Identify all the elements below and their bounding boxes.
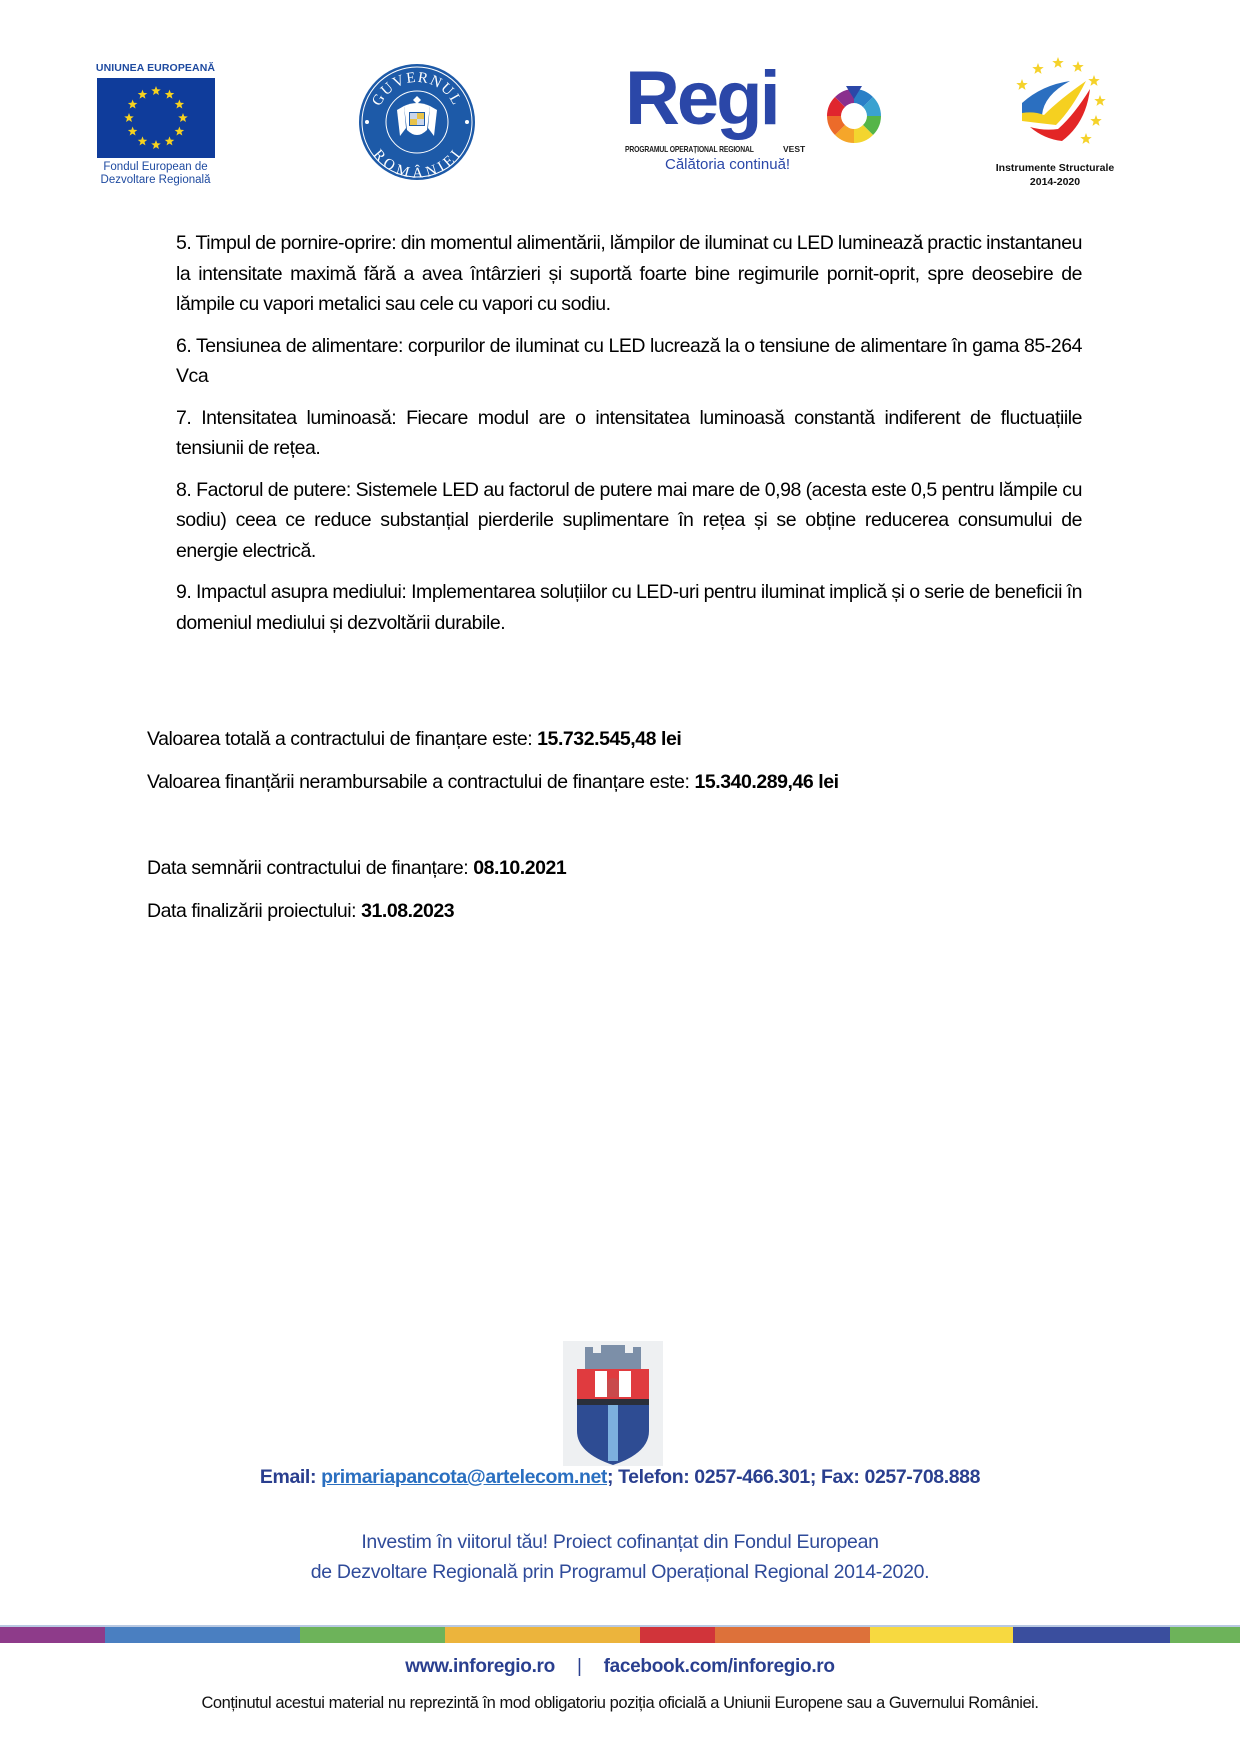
star-icon xyxy=(1072,61,1083,72)
band-segment xyxy=(445,1627,641,1643)
star-icon xyxy=(1052,57,1063,68)
star-icon xyxy=(124,113,134,122)
star-icon xyxy=(1094,95,1105,106)
eu-logo xyxy=(93,62,218,187)
benefit-paragraph-5: 5. Timpul de pornire-oprire: din momentul alimentării, lămpilor de iluminat cu LED luminează practic instantaneu la intensitate maximă fără a avea întârzieri și suportă foarte bine regimurile pornit-oprit, spre deosebire de lămpile cu vapori metalici sau cele cu vapori cu sodiu. xyxy=(176,232,1082,315)
cofinancing-statement xyxy=(0,1527,1240,1587)
regio-region-label: VEST xyxy=(783,144,806,154)
star-icon xyxy=(178,113,188,122)
star-icon xyxy=(1016,79,1027,90)
star-icon xyxy=(164,136,174,145)
band-segment xyxy=(0,1627,106,1643)
rainbow-band xyxy=(0,1625,1240,1643)
regio-wordmark: Regi xyxy=(625,56,778,141)
band-segment xyxy=(640,1627,716,1643)
band-top-line xyxy=(0,1625,1240,1627)
structural-instruments-emblem-icon xyxy=(1000,55,1110,160)
star-icon xyxy=(1032,63,1043,74)
gov-seal-bottom-text: ROMÂNIEI xyxy=(369,146,465,182)
email-label: Email: xyxy=(259,1466,322,1488)
structural-instruments-label-1: Instrumente Structurale xyxy=(995,162,1115,174)
website-link[interactable]: www.inforegio.ro xyxy=(405,1656,555,1677)
gov-seal-top-text: GUVERNUL xyxy=(369,69,465,109)
star-icon xyxy=(174,100,184,109)
signing-date-label: Data semnării contractului de finanțare: xyxy=(147,857,474,879)
structural-instruments-label-2: 2014-2020 xyxy=(1029,176,1081,188)
eu-logo-subtitle-2: Dezvoltare Regională xyxy=(100,174,211,186)
government-logo xyxy=(357,62,477,182)
star-icon xyxy=(127,100,137,109)
eu-logo-title: UNIUNEA EUROPEANĂ xyxy=(95,62,216,74)
eu-logo-subtitle-1: Fondul European de xyxy=(103,161,208,173)
star-icon xyxy=(1088,75,1099,86)
star-icon xyxy=(1080,133,1091,144)
star-icon xyxy=(1090,115,1101,126)
band-segment xyxy=(1013,1627,1171,1643)
band-segment xyxy=(105,1627,301,1643)
nonrefundable-value-line xyxy=(147,767,1147,797)
band-segment xyxy=(870,1627,1014,1643)
benefit-paragraph-8: 8. Factorul de putere: Sistemele LED au factorul de putere mai mare de 0,98 (acesta este 0,5 pentru lămpile cu sodiu) ceea ce reduce substanțial pierderile suplimentare în rețea și se obține reducerea consumului de energie electrică. xyxy=(176,478,1082,562)
link-separator: | xyxy=(576,1656,582,1677)
benefit-paragraph-6: 6. Tensiunea de alimentare: corpurilor de iluminat cu LED lucrează la o tensiune de alimentare în gama 85-264 Vca xyxy=(176,334,1082,387)
nonrefundable-value: 15.340.289,46 lei xyxy=(694,771,839,793)
star-icon xyxy=(174,127,184,136)
benefit-paragraph-7: 7. Intensitatea luminoasă: Fiecare modul are o intensitatea luminoasă constantă indiferent de fluctuațiile tensiunii de rețea. xyxy=(176,406,1082,459)
band-segment xyxy=(1170,1627,1240,1643)
band-segment xyxy=(300,1627,446,1643)
signing-date: 08.10.2021 xyxy=(473,857,567,879)
cofinancing-line-1: Investim în viitorul tău! Proiect cofinanțat din Fondul European xyxy=(361,1531,879,1553)
star-icon xyxy=(164,90,174,99)
facebook-link[interactable]: facebook.com/inforegio.ro xyxy=(603,1656,835,1677)
regio-program-label: PROGRAMUL OPERAȚIONAL REGIONAL xyxy=(625,144,754,154)
completion-date-line xyxy=(147,896,1147,926)
footer-links xyxy=(0,1656,1240,1678)
regio-color-wheel-icon xyxy=(823,82,885,144)
structural-instruments-logo xyxy=(975,55,1135,190)
completion-date: 31.08.2023 xyxy=(361,900,455,922)
led-benefits-list xyxy=(176,228,1082,649)
phone-fax-text: ; Telefon: 0257-466.301; Fax: 0257-708.888 xyxy=(607,1466,981,1488)
star-icon xyxy=(137,90,147,99)
total-value-line xyxy=(147,724,1147,754)
disclaimer: Conținutul acestui material nu reprezintă în mod obligatoriu poziția oficială a Uniunii Europene sau a Guvernului României. xyxy=(201,1694,1039,1712)
email-link[interactable]: primariapancota@artelecom.net xyxy=(321,1466,607,1488)
signing-date-line xyxy=(147,853,1147,883)
star-icon xyxy=(127,127,137,136)
benefit-paragraph-9: 9. Impactul asupra mediului: Implementarea soluțiilor cu LED-uri pentru iluminat implică și o serie de beneficii în domeniul mediului și dezvoltării durabile. xyxy=(176,581,1082,634)
total-value: 15.732.545,48 lei xyxy=(537,728,682,750)
band-segment xyxy=(715,1627,871,1643)
pancota-coat-of-arms-icon xyxy=(563,1341,663,1466)
star-icon xyxy=(151,140,161,149)
star-icon xyxy=(151,86,161,95)
cofinancing-line-2: de Dezvoltare Regională prin Programul Operațional Regional 2014-2020. xyxy=(310,1561,930,1583)
completion-date-label: Data finalizării proiectului: xyxy=(147,900,362,922)
star-icon xyxy=(137,136,147,145)
total-value-label: Valoarea totală a contractului de finanțare este: xyxy=(147,728,538,750)
regio-tagline: Călătoria continuă! xyxy=(665,156,791,173)
eu-flag-icon xyxy=(97,78,215,158)
contact-line xyxy=(0,1466,1240,1489)
nonrefundable-value-label: Valoarea finanțării nerambursabile a contractului de finanțare este: xyxy=(147,771,695,793)
regio-logo xyxy=(625,56,880,178)
